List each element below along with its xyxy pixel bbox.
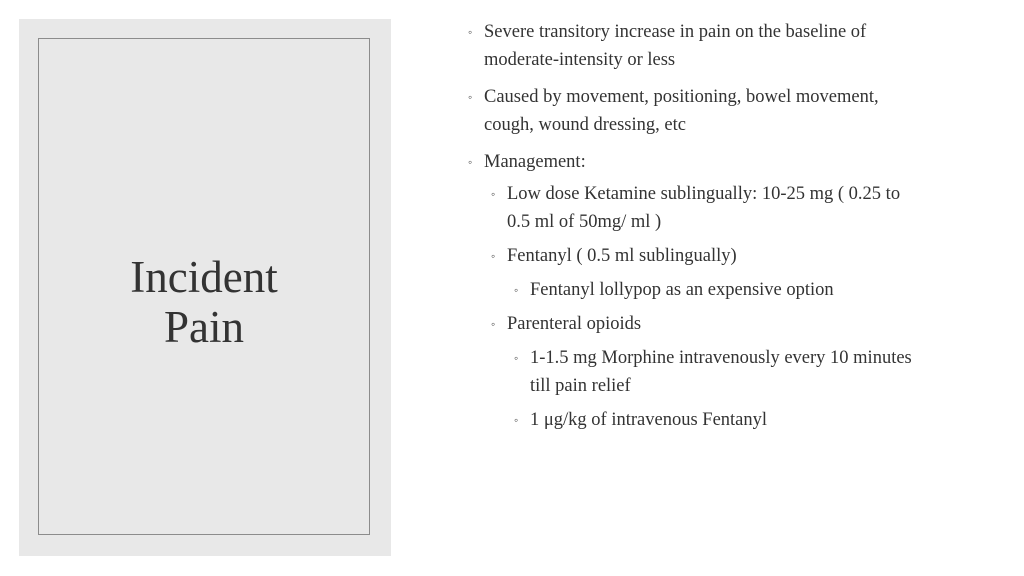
- list-item: [491, 242, 938, 270]
- list-item: [468, 83, 914, 139]
- list-item-text: Management:: [484, 152, 586, 172]
- bullet-list: [468, 18, 938, 440]
- list-item: [514, 406, 938, 434]
- list-item-text: Fentanyl ( 0.5 ml sublingually): [507, 246, 737, 266]
- list-item-text: 1-1.5 mg Morphine intravenously every 10 minutes till pain relief: [530, 348, 912, 396]
- bullet-icon: ◦: [468, 25, 473, 39]
- list-item: [491, 180, 917, 236]
- list-item-text: 1 μg/kg of intravenous Fentanyl: [530, 410, 768, 430]
- list-item-text: Low dose Ketamine sublingually: 10-25 mg ( 0.25 to 0.5 ml of 50mg/ ml ): [507, 184, 901, 232]
- slide-title-line2: Pain: [163, 302, 244, 352]
- list-item: [514, 276, 890, 304]
- bullet-icon: ◦: [468, 155, 473, 169]
- bullet-icon: ◦: [468, 90, 473, 104]
- list-item: [491, 310, 938, 338]
- list-item-text: Severe transitory increase in pain on the baseline of moderate-intensity or less: [484, 22, 867, 70]
- list-item-text: Caused by movement, positioning, bowel movement, cough, wound dressing, etc: [484, 87, 879, 135]
- slide-title: [39, 252, 369, 352]
- bullet-icon: ◦: [514, 351, 519, 365]
- bullet-icon: ◦: [491, 187, 496, 201]
- list-item: [468, 18, 914, 74]
- list-item-text: Parenteral opioids: [507, 314, 642, 334]
- list-item: [514, 344, 930, 400]
- bullet-icon: ◦: [514, 413, 519, 427]
- bullet-icon: ◦: [491, 317, 496, 331]
- slide-title-line1: Incident: [130, 252, 278, 302]
- bullet-icon: ◦: [514, 283, 519, 297]
- title-panel: [19, 19, 391, 556]
- list-item: [468, 148, 938, 176]
- bullet-icon: ◦: [491, 249, 496, 263]
- list-item-text: Fentanyl lollypop as an expensive option: [530, 280, 834, 300]
- title-frame: [38, 38, 370, 535]
